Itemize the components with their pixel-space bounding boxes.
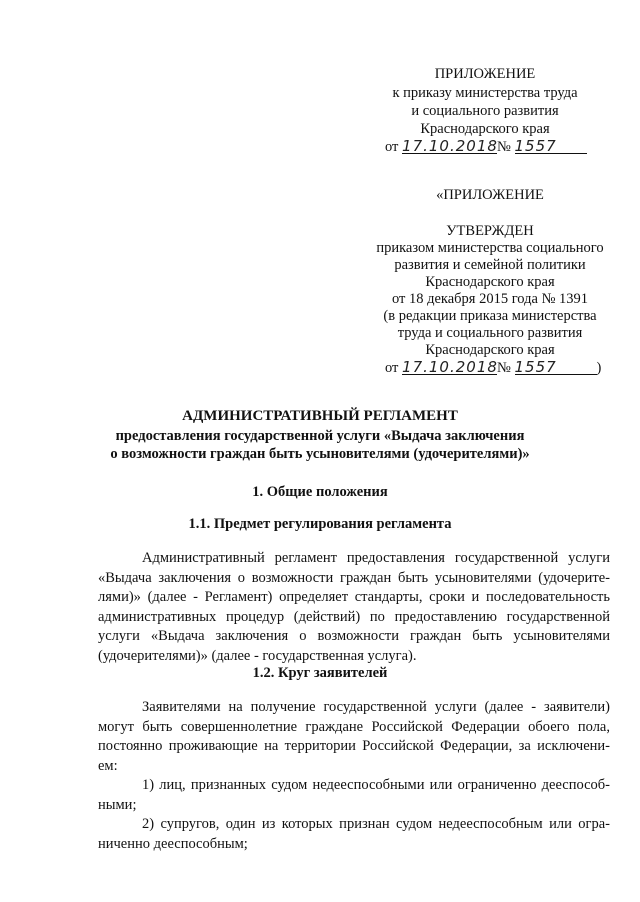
attachment1-line1: к приказу министерства труда (392, 85, 578, 101)
paragraph-line: (удочерителями)» (далее - государственная услуга). (98, 647, 417, 664)
approved-label: УТВЕРЖДЕН (446, 223, 534, 239)
document-subtitle-line1: предоставления государственной услуги «Выдача заключения (115, 428, 525, 444)
paragraph-line: услуги «Выдача заключения о возможности граждан быть усыновителями (98, 628, 610, 644)
list-item-1 (98, 776, 610, 815)
attachment1-number-field (515, 138, 587, 154)
attachment1-line3: Краснодарского края (420, 121, 550, 137)
attachment2-line2: развития и семейной политики (394, 257, 586, 273)
paragraph-line: лями)» (далее - Регламент) определяет стандарты, сроки и последовательность (98, 589, 610, 605)
attachment2-line1: приказом министерства социального (376, 240, 604, 256)
list-item-line: ниченно дееспособным; (98, 835, 248, 852)
list-item-line: 1) лиц, признанных судом недееспособными или ограниченно дееспособ- (142, 777, 610, 793)
section-1-1-heading: 1.1. Предмет регулирования регламента (188, 516, 452, 532)
paragraph-line: могут быть совершеннолетние граждане Российской Федерации обоего пола, (98, 718, 610, 735)
attachment2-line7: Краснодарского края (425, 342, 555, 358)
attachment2-line5: (в редакции приказа министерства (383, 308, 597, 324)
attachment2-date-handwritten: 17.10.2018 (402, 358, 498, 376)
attachment2-line6: труда и социального развития (397, 325, 583, 341)
attachment2-ot: от (385, 360, 399, 376)
list-item-line: ными; (98, 796, 137, 813)
attachment1-ot: от (385, 139, 399, 155)
attachment2-date-line (385, 359, 601, 377)
paragraph-line: «Выдача заключения о возможности граждан быть усыновителями (удочерите- (98, 569, 610, 586)
paragraph-line: Административный регламент предоставления государственной услуги (142, 550, 610, 566)
attachment2-title: «ПРИЛОЖЕНИЕ (436, 187, 544, 203)
attachment1-title: ПРИЛОЖЕНИЕ (434, 66, 536, 82)
attachment2-close-paren: ) (596, 360, 602, 376)
attachment1-no: № (497, 139, 511, 155)
document-subtitle-line2: о возможности граждан быть усыновителями (удочерителями)» (110, 446, 530, 462)
attachment1-number-handwritten: 1557 (514, 137, 557, 155)
attachment1-date-field (402, 138, 497, 154)
attachment2-number-handwritten: 1557 (514, 358, 557, 376)
document-title: АДМИНИСТРАТИВНЫЙ РЕГЛАМЕНТ (182, 408, 458, 424)
list-item-2 (98, 815, 610, 854)
attachment2-line4: от 18 декабря 2015 года № 1391 (391, 291, 589, 307)
attachment2-date-field (402, 359, 497, 375)
section-1-heading: 1. Общие положения (252, 484, 388, 500)
paragraph-line: постоянно проживающие на территории Российской Федерации, за исключени- (98, 738, 610, 754)
attachment2-number-field (515, 359, 597, 375)
paragraph-line: административных процедур (действий) по предоставлению государственной (98, 608, 610, 625)
list-item-line: 2) супругов, один из которых признан судом недееспособным или огра- (142, 816, 610, 832)
paragraph-line: Заявителями на получение государственной услуги (далее - заявители) (142, 699, 610, 715)
attachment2-no: № (497, 360, 511, 376)
paragraph-subject (98, 549, 610, 666)
paragraph-applicants (98, 698, 610, 776)
attachment2-line3: Краснодарского края (425, 274, 555, 290)
attachment1-date-handwritten: 17.10.2018 (402, 137, 498, 155)
attachment1-line2: и социального развития (411, 103, 559, 119)
section-1-2-heading: 1.2. Круг заявителей (252, 665, 388, 681)
attachment1-date-line (385, 138, 587, 156)
paragraph-line: ем: (98, 757, 118, 774)
